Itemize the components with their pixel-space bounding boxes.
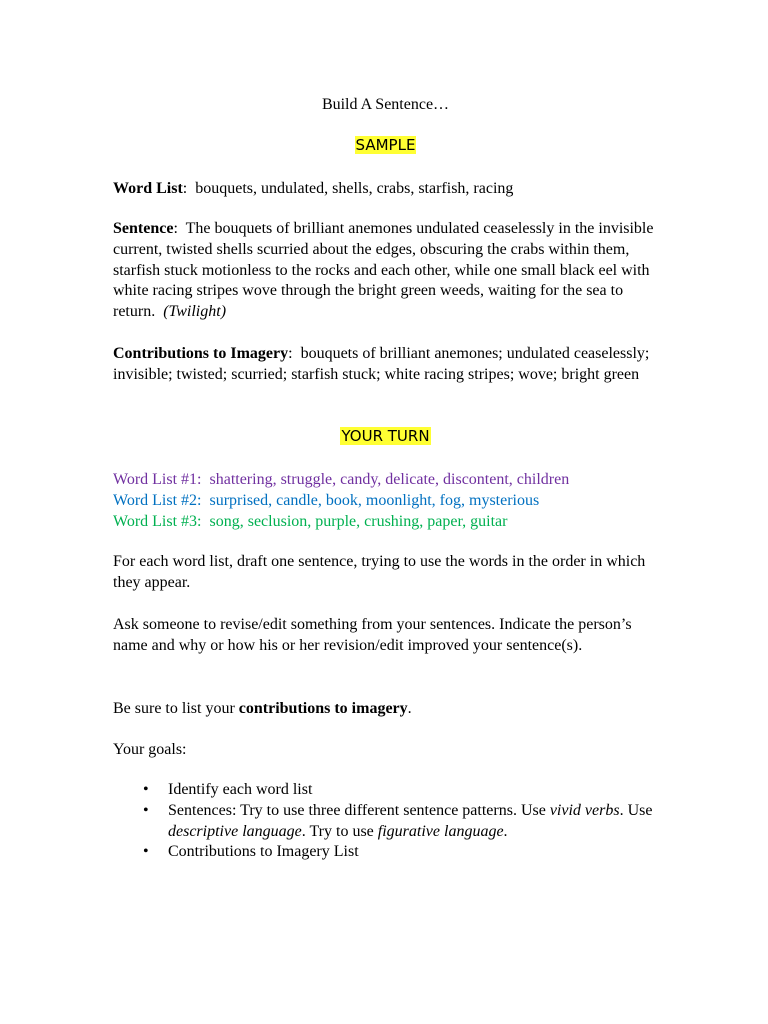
goals-list xyxy=(113,780,658,863)
contributions-label: Contributions to Imagery xyxy=(113,345,289,362)
your-turn-heading-text: YOUR TURN xyxy=(341,427,430,445)
word-list-2-label: Word List #2: xyxy=(113,492,202,509)
sentence-source: (Twilight) xyxy=(163,303,227,321)
word-list-3-words: song, seclusion, purple, crushing, paper, guitar xyxy=(209,513,508,530)
goal-item-2-part-4: . xyxy=(503,822,508,840)
draft-instruction xyxy=(113,552,658,594)
list-instruction xyxy=(113,698,412,719)
word-list-1 xyxy=(113,469,569,490)
contributions-paragraph: Contributions to Imagery: bouquets of brilliant anemones; undulated ceaselessly; invisible; twisted; scurried; starfish stuck; white racing stripes; wove; bright green xyxy=(113,345,650,383)
goal-item-3 xyxy=(113,842,658,863)
goal-item-2-descriptive-language: descriptive language xyxy=(168,822,302,840)
goals-heading-text: Your goals: xyxy=(113,741,187,758)
goal-item-2 xyxy=(113,801,658,843)
contributions-text: bouquets of brilliant anemones; undulated ceaselessly; invisible; twisted; scurried; starfish stuck; white racing stripes; wove; bright green xyxy=(113,345,650,383)
revise-instruction xyxy=(113,615,658,657)
goal-item-1 xyxy=(113,780,658,801)
word-list-3 xyxy=(113,511,507,532)
sample-heading-text: SAMPLE xyxy=(355,136,416,154)
bullet-icon: • xyxy=(143,843,149,861)
goal-item-2-part-1: Sentences: Try to use three different sentence patterns. Use xyxy=(168,801,550,819)
list-instruction-prefix: Be sure to list your xyxy=(113,700,239,717)
revise-instruction-text: Ask someone to revise/edit something from your sentences. Indicate the person’s name and why or how his or her revision/edit improved your sentence(s). xyxy=(113,616,632,654)
sample-heading xyxy=(113,135,658,156)
goal-item-2-part-2: . Use xyxy=(619,801,653,819)
goals-heading xyxy=(113,739,187,760)
bullet-icon: • xyxy=(143,781,149,798)
sentence-label: Sentence xyxy=(113,220,174,237)
word-list-2 xyxy=(113,490,539,511)
word-list-line: Word List: bouquets, undulated, shells, crabs, starfish, racing xyxy=(113,180,514,197)
goal-item-2-part-3: . Try to use xyxy=(301,822,378,840)
draft-instruction-text: For each word list, draft one sentence, trying to use the words in the order in which they appear. xyxy=(113,553,646,591)
title-text: Build A Sentence… xyxy=(321,96,450,113)
bullet-icon: • xyxy=(143,801,149,819)
goal-item-3-text: Contributions to Imagery List xyxy=(168,843,359,861)
word-list-1-label: Word List #1: xyxy=(113,471,202,488)
your-turn-heading xyxy=(113,426,658,447)
document-title xyxy=(113,94,658,115)
word-list-3-label: Word List #3: xyxy=(113,513,202,530)
word-list-1-words: shattering, struggle, candy, delicate, discontent, children xyxy=(209,471,570,488)
word-list-label: Word List xyxy=(113,180,183,197)
list-instruction-suffix: . xyxy=(407,700,412,717)
word-list-text: bouquets, undulated, shells, crabs, starfish, racing xyxy=(195,180,514,197)
goal-item-2-vivid-verbs: vivid verbs xyxy=(549,801,620,819)
word-list-2-words: surprised, candle, book, moonlight, fog, mysterious xyxy=(209,492,540,509)
goal-item-2-figurative-language: figurative language xyxy=(377,822,504,840)
sentence-text: The bouquets of brilliant anemones undulated ceaselessly in the invisible current, twisted shells scurried about the edges, obscuring the crabs within them, starfish stuck motionless to the rocks and each other, while one small black eel with white racing stripes wove through the bright green weeds, waiting for the sea to return. xyxy=(113,220,654,321)
list-instruction-bold: contributions to imagery xyxy=(238,700,408,717)
sentence-paragraph: Sentence: The bouquets of brilliant anemones undulated ceaselessly in the invisible current, twisted shells scurried about the edges, obscuring the crabs within them, starfish stuck motionless to the rocks and each other, while one small black eel with white racing stripes wove through the bright green weeds, waiting for the sea to return. (Twilight) xyxy=(113,220,654,321)
goal-item-1-text: Identify each word list xyxy=(168,781,313,798)
